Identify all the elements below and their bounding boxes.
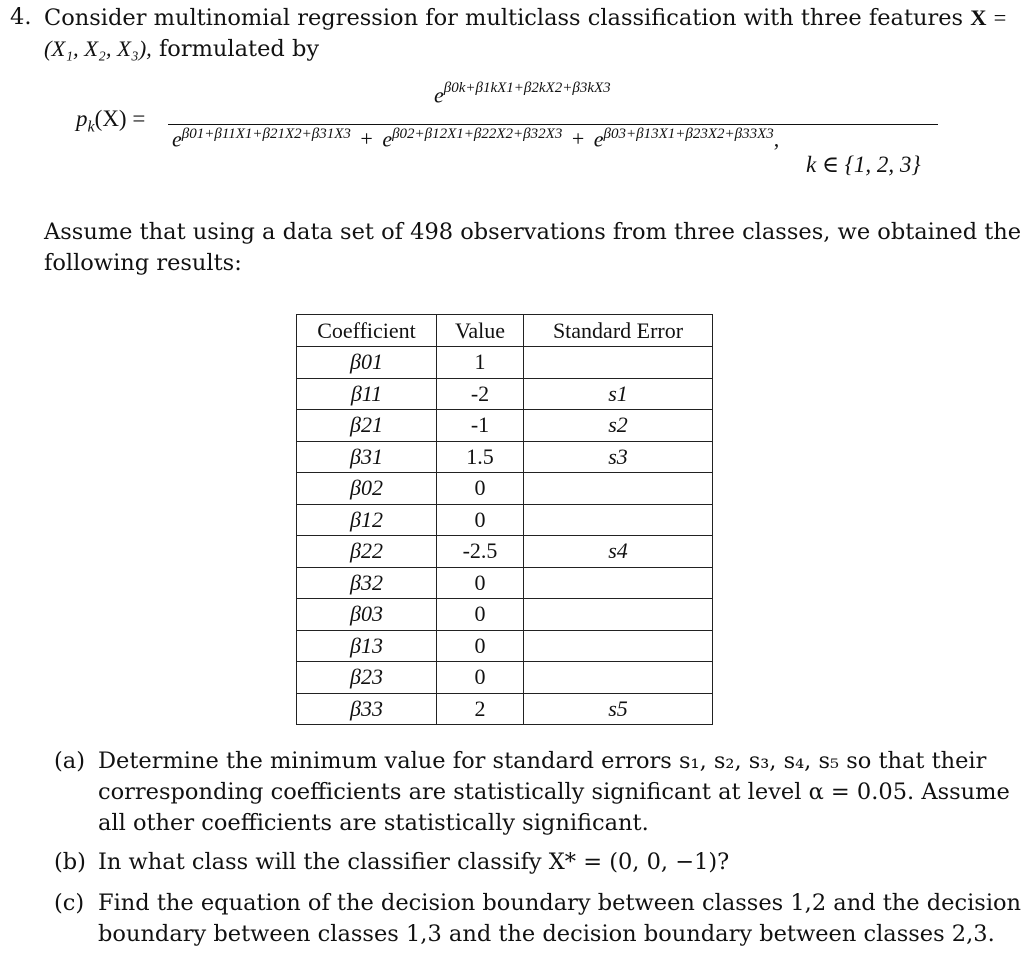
denominator-term-3: β03+β13X1+β23X2+β33X3 [603,126,774,142]
question-a-line1: Determine the minimum value for standard errors s₁, s₂, s₃, s₄, s₅ so that their [98,748,987,774]
table-body [297,347,713,725]
table-row [297,473,713,505]
standard-error-cell [524,567,713,599]
coefficient-cell [297,347,437,379]
value-cell: 0 [437,504,524,536]
coefficient-cell [297,473,437,505]
coefficient-symbol: β23 [350,664,383,690]
table-row [297,693,713,725]
value-cell: 0 [437,473,524,505]
formula-comma: , [773,126,780,152]
value-cell: 0 [437,630,524,662]
bold-X: X [970,5,987,30]
standard-error-cell: s5 [524,693,713,725]
lhs-arg: (X) = [94,106,146,131]
coefficient-symbol: β21 [350,412,383,438]
question-a-label: (a) [54,748,85,774]
question-b-label: (b) [54,849,86,875]
feature-tuple: (X₁, X₂, X₃), [44,36,152,61]
plus-1: + [360,126,373,152]
table-row [297,536,713,568]
coefficient-cell [297,536,437,568]
denominator-term-2: β02+β12X1+β22X2+β32X3 [392,126,563,142]
coefficient-cell [297,693,437,725]
lhs-p: p [76,106,88,131]
coefficient-cell [297,630,437,662]
coefficient-symbol: β03 [350,601,383,627]
table-row [297,662,713,694]
standard-error-cell: s2 [524,410,713,442]
coefficient-cell [297,410,437,442]
question-a-line2: corresponding coefficients are statistically significant at level α = 0.05. Assume [98,779,1010,805]
coefficient-cell [297,504,437,536]
coefficient-cell [297,378,437,410]
coefficient-symbol: β13 [350,632,383,658]
coefficient-symbol: β02 [350,475,383,501]
coefficient-cell [297,441,437,473]
standard-error-cell [524,347,713,379]
coefficient-symbol: β31 [350,443,383,469]
assume-line1: Assume that using a data set of 498 observations from three classes, we obtained the [44,219,1022,245]
value-cell: -1 [437,410,524,442]
standard-error-cell [524,630,713,662]
assume-line2: following results: [44,250,242,276]
table-row [297,441,713,473]
question-c-line1: Find the equation of the decision boundary between classes 1,2 and the decision [98,890,1022,916]
table-row [297,504,713,536]
standard-error-cell [524,504,713,536]
table-row [297,599,713,631]
problem-number: 4. [10,4,32,30]
problem-intro-line2 [44,33,319,65]
table-row [297,378,713,410]
header-value: Value [437,315,524,347]
coefficient-table [296,314,713,725]
value-cell: 0 [437,599,524,631]
value-cell: -2.5 [437,536,524,568]
table-row [297,410,713,442]
question-c-label: (c) [54,890,85,916]
formula-denominator: $e^{\beta 01+\beta 11X1+\beta 21X2+\beta 31X3} + e^{\beta 02+\beta 12X1+\beta 22X2+\beta 32X3} + e^{\beta 03+\beta 13X1+\beta 23X2+\beta 33X3}$, [172,126,780,152]
table-header-row [297,315,713,347]
k-range: k ∈ {1, 2, 3} [806,152,921,177]
standard-error-cell [524,599,713,631]
question-a-line3: all other coefficients are statistically significant. [98,810,649,836]
question-c-line2: boundary between classes 1,3 and the decision boundary between classes 2,3. [98,921,995,947]
standard-error-cell: s1 [524,378,713,410]
value-cell: 2 [437,693,524,725]
problem-intro-line1 [44,2,1006,34]
table-row [297,347,713,379]
value-cell: 0 [437,662,524,694]
standard-error-cell [524,662,713,694]
formula-numerator: $e^{\beta 0k+\beta 1kX1+\beta 2kX2+\beta 3kX3}$ [434,80,611,108]
intro-equals: = [993,5,1007,30]
intro-formulated: formulated by [158,36,320,62]
intro-text: Consider multinomial regression for multiclass classification with three features [44,5,964,31]
value-cell: -2 [437,378,524,410]
question-b-text: In what class will the classifier classify X* = (0, 0, −1)? [98,849,730,875]
coefficient-symbol: β22 [350,538,383,564]
value-cell: 0 [437,567,524,599]
standard-error-cell [524,473,713,505]
standard-error-cell: s4 [524,536,713,568]
lhs-sub: k [87,118,95,136]
coefficient-cell [297,599,437,631]
value-cell: 1.5 [437,441,524,473]
plus-2: + [571,126,585,152]
denominator-term-1: β01+β11X1+β21X2+β31X3 [181,126,351,142]
numerator-exponent: β0k+β1kX1+β2kX2+β3kX3 [443,80,611,96]
coefficient-symbol: β32 [350,569,383,595]
coefficient-cell [297,662,437,694]
coefficient-symbol: β11 [350,380,383,406]
standard-error-cell: s3 [524,441,713,473]
coefficient-symbol: β33 [350,695,383,721]
table-row [297,567,713,599]
formula-lhs [76,106,145,137]
coefficient-symbol: β01 [350,349,383,375]
value-cell: 1 [437,347,524,379]
coefficient-symbol: β12 [350,506,383,532]
header-standard-error: Standard Error [524,315,713,347]
header-coefficient: Coefficient [297,315,437,347]
coefficient-cell [297,567,437,599]
table-row [297,630,713,662]
